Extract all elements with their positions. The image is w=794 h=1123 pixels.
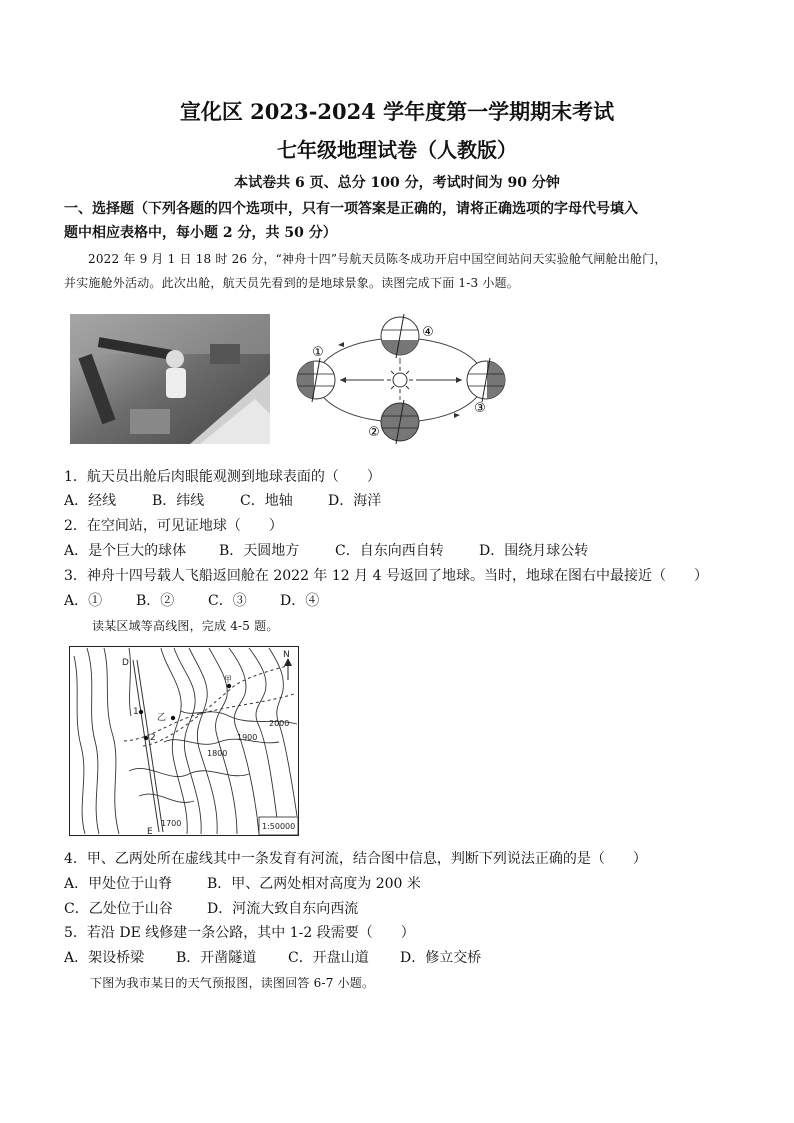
q5-option-a[interactable]: A．架设桥梁: [64, 950, 145, 966]
label-4: ④: [422, 325, 434, 340]
label-d: D: [122, 658, 129, 668]
earth-orbit-diagram: [294, 314, 506, 446]
q1-option-c[interactable]: C．地轴: [240, 493, 293, 509]
astronaut-figure: [166, 350, 184, 368]
q3-option-b[interactable]: B．②: [136, 593, 175, 609]
question-1-stem: 1．航天员出舱后肉眼能观测到地球表面的（ ）: [64, 469, 381, 485]
north-label: N: [283, 650, 290, 660]
q3-option-c[interactable]: C．③: [208, 593, 247, 609]
point-2-marker: [144, 736, 148, 740]
intro-paragraph-line1: 2022 年 9 月 1 日 18 时 26 分，“神舟十四”号航天员陈冬成功开启中国空间站问天实验舱气闸舱出舱门，: [88, 252, 667, 266]
exam-title: 宣化区 2023-2024 学年度第一学期期末考试: [179, 99, 615, 124]
question-4-options-row1: [64, 873, 744, 893]
label-jia: 甲: [224, 675, 232, 684]
point-1-marker: [139, 710, 143, 714]
label-2: ②: [368, 425, 380, 440]
q5-option-c[interactable]: C．开盘山道: [288, 950, 369, 966]
exam-info: 本试卷共 6 页、总分 100 分，考试时间为 90 分钟: [234, 175, 560, 191]
q5-option-b[interactable]: B．开凿隧道: [176, 950, 257, 966]
question-5-options: [64, 947, 744, 967]
earth-position-3: [467, 358, 506, 402]
section-heading-line1: 一、选择题（下列各题的四个选项中，只有一项答案是正确的，请将正确选项的字母代号填入: [64, 201, 638, 217]
q1-option-b[interactable]: B．纬线: [152, 493, 205, 509]
sun-icon: [387, 367, 413, 393]
astronaut-photo: [70, 314, 270, 444]
q4-option-d[interactable]: D．河流大致自东向西流: [207, 901, 359, 917]
jia-marker: [227, 684, 231, 688]
q2-option-b[interactable]: B．天圆地方: [219, 543, 300, 559]
label-1: ①: [312, 345, 324, 360]
label-1700: 1700: [161, 819, 182, 828]
question-3-options: [64, 590, 744, 610]
earth-position-1: [297, 358, 335, 402]
intro-weather: 下图为我市某日的天气预报图，读图回答 6-7 小题。: [90, 976, 375, 990]
q2-option-d[interactable]: D．围绕月球公转: [479, 543, 589, 559]
exam-subtitle: 七年级地理试卷（人教版）: [277, 138, 517, 162]
q3-option-a[interactable]: A．①: [64, 593, 103, 609]
label-e: E: [147, 827, 153, 836]
question-4-stem: 4．甲、乙两处所在虚线其中一条发育有河流，结合图中信息，判断下列说法正确的是（ ）: [64, 851, 647, 867]
earth-position-4: [381, 314, 419, 358]
question-5-stem: 5．若沿 DE 线修建一条公路，其中 1-2 段需要（ ）: [64, 925, 415, 941]
label-point-2: 2: [150, 733, 156, 743]
q2-option-c[interactable]: C．自东向西自转: [335, 543, 444, 559]
yi-marker: [171, 716, 175, 720]
intro-paragraph-line2: 并实施舱外活动。此次出舱，航天员先看到的是地球景象。读图完成下面 1-3 小题。: [64, 276, 519, 290]
label-yi: 乙: [157, 713, 167, 723]
question-2-options: [64, 540, 744, 560]
question-1-options: [64, 490, 744, 510]
q1-option-a[interactable]: A．经线: [64, 493, 117, 509]
contour-map: [69, 646, 299, 836]
question-4-options-row2: [64, 898, 744, 918]
label-2000: 2000: [269, 719, 290, 728]
section-heading-line2: 题中相应表格中，每小题 2 分，共 50 分）: [64, 225, 337, 241]
question-3-stem: 3．神舟十四号载人飞船返回舱在 2022 年 12 月 4 号返回了地球。当时，地球在图右中最接近（ ）: [64, 568, 708, 584]
scale-label: 1:50000: [262, 822, 296, 831]
earth-position-2: [381, 400, 419, 444]
q5-option-d[interactable]: D．修立交桥: [400, 950, 482, 966]
question-2-stem: 2．在空间站，可见证地球（ ）: [64, 518, 283, 534]
q1-option-d[interactable]: D．海洋: [328, 493, 382, 509]
q4-option-c[interactable]: C．乙处位于山谷: [64, 901, 173, 917]
q4-option-a[interactable]: A．甲处位于山脊: [64, 876, 173, 892]
label-1900: 1900: [237, 733, 258, 742]
intro-contour: 读某区域等高线图，完成 4-5 题。: [92, 619, 279, 633]
label-1800: 1800: [207, 749, 228, 758]
q3-option-d[interactable]: D．④: [280, 593, 320, 609]
q4-option-b[interactable]: B．甲、乙两处相对高度为 200 米: [207, 876, 421, 892]
label-3: ③: [474, 401, 486, 416]
q2-option-a[interactable]: A．是个巨大的球体: [64, 543, 187, 559]
label-point-1: 1: [133, 707, 139, 717]
